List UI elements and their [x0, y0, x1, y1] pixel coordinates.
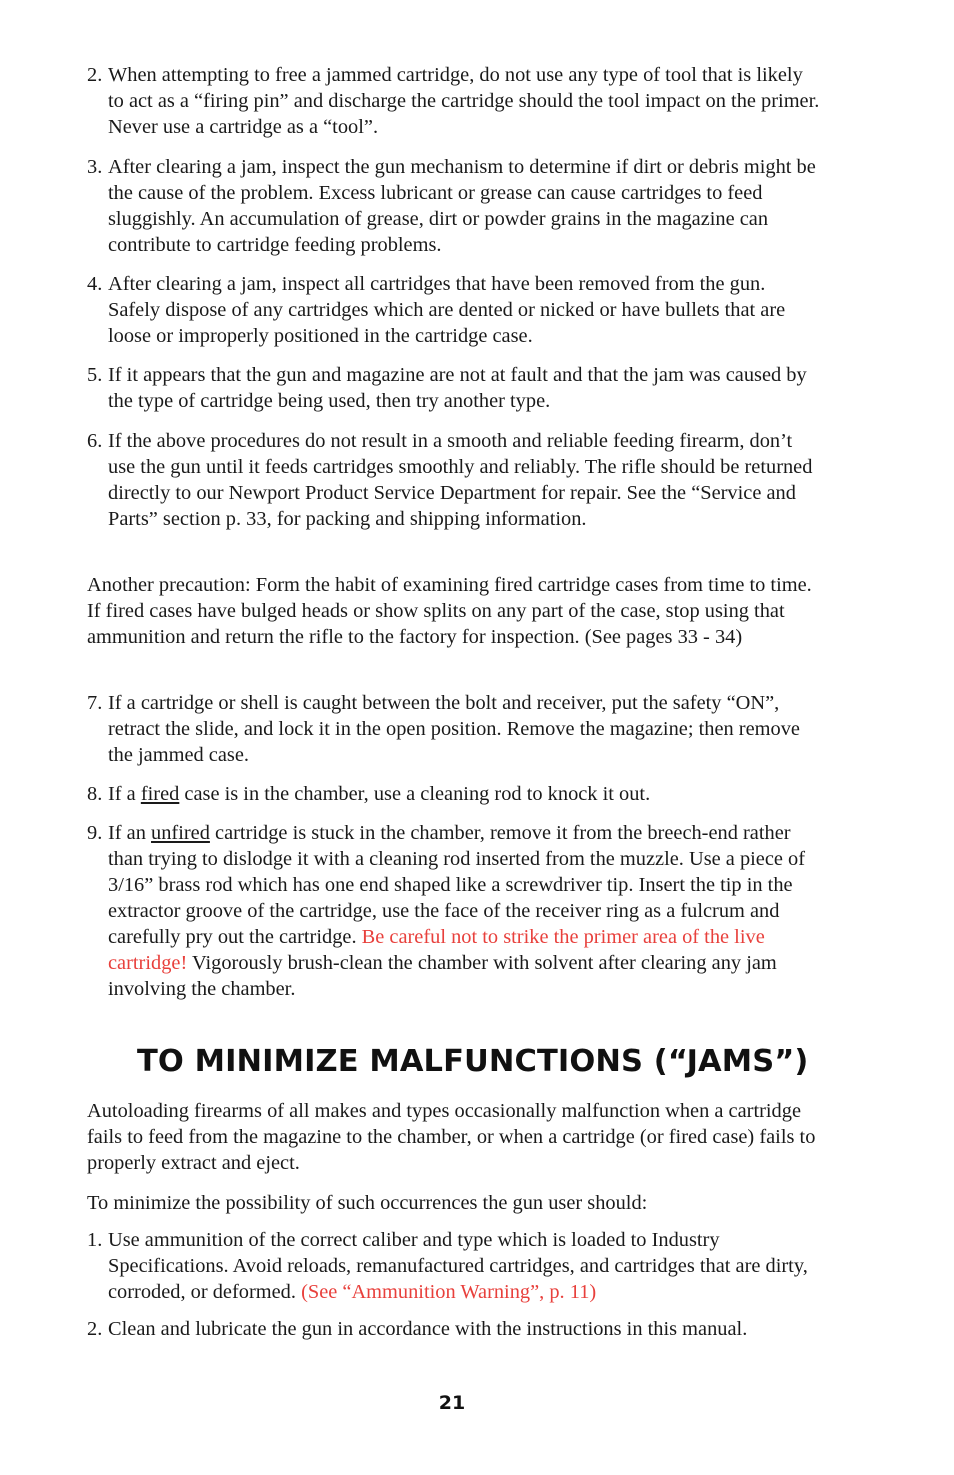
min-list-item-2 — [87, 1316, 822, 1342]
text-run: If a — [108, 783, 141, 805]
text-run: Vigorously brush-clean the chamber with solvent after clearing any jam involving the chamber. — [108, 952, 777, 1000]
list-item-5 — [87, 362, 822, 414]
item-text: When attempting to free a jammed cartridge, do not use any type of tool that is likely to act as a “firing pin” and discharge the cartridge should the tool impact on the primer. Never use a cartridge as a “tool”. — [108, 64, 820, 138]
item-text: After clearing a jam, inspect the gun mechanism to determine if dirt or debris might be the cause of the problem. Excess lubricant or grease can cause cartridges to feed sluggishly. An accumulation of grease, dirt or powder grains in the magazine can contribute to cartridge feeding problems. — [108, 156, 816, 256]
text-run: cartridge is stuck in the chamber, remove it from the breech-end rather than trying to dislodge it with a cleaning rod inserted from the muzzle. Use a piece of 3/16” brass rod which has one end shaped like a screwdriver tip. Insert the tip in the extractor groove of the cartridge, use the face of the receiver ring as a fulcrum and carefully pry out the cartridge. — [108, 822, 806, 948]
item-text: If the above procedures do not result in a smooth and reliable feeding firearm, don’t use the gun until it feeds cartridges smoothly and reliably. The rifle should be returned directly to our Newport Product Service Department for repair. See the “Service and Parts” section p. 33, for packing and shipping information. — [108, 430, 813, 530]
item-number: 2. — [87, 64, 103, 86]
list-item-3 — [87, 154, 822, 258]
item-number: 5. — [87, 364, 103, 386]
list-item-8 — [87, 781, 822, 807]
item-number: 2. — [87, 1318, 103, 1340]
item-number: 7. — [87, 692, 103, 714]
item-number: 4. — [87, 273, 103, 295]
section-heading: TO MINIMIZE MALFUNCTIONS (“JAMS”) — [137, 1044, 809, 1079]
ammunition-warning-reference: (See “Ammunition Warning”, p. 11) — [301, 1281, 597, 1303]
list-item-2 — [87, 62, 822, 140]
intro-paragraph: Autoloading firearms of all makes and types occasionally malfunction when a cartridge fails to feed from the magazine to the chamber, or when a cartridge (or fired case) fails to properly extract and eject. — [87, 1100, 816, 1174]
precaution-paragraph: Another precaution: Form the habit of examining fired cartridge cases from time to time. If fired cases have bulged heads or show splits on any part of the case, stop using that ammunition and return the rifle to the factory for inspection. (See pages 33 - 34) — [87, 574, 812, 648]
list-item-9 — [87, 820, 822, 1002]
underlined-word-unfired: unfired — [151, 822, 210, 844]
item-number: 3. — [87, 156, 103, 178]
item-text: If it appears that the gun and magazine are not at fault and that the jam was caused by the type of cartridge being used, then try another type. — [108, 364, 807, 412]
list-item-6 — [87, 428, 822, 532]
underlined-word-fired: fired — [140, 783, 180, 805]
lead-paragraph: To minimize the possibility of such occurrences the gun user should: — [87, 1192, 648, 1214]
item-text — [108, 820, 822, 1002]
item-text — [108, 781, 822, 807]
min-list-item-1 — [87, 1227, 822, 1305]
text-run: Use ammunition of the correct caliber and type which is loaded to Industry Specifications. Avoid reloads, remanufactured cartridges, and cartridges that are dirty, corroded, or deformed. — [108, 1229, 808, 1303]
list-item-7 — [87, 690, 822, 768]
list-item-4 — [87, 271, 822, 349]
item-text: After clearing a jam, inspect all cartridges that have been removed from the gun. Safely dispose of any cartridges which are dented or nicked or have bullets that are loose or improperly positioned in the cartridge case. — [108, 273, 786, 347]
item-number: 9. — [87, 822, 103, 844]
item-number: 1. — [87, 1229, 103, 1251]
item-text: Clean and lubricate the gun in accordance with the instructions in this manual. — [108, 1318, 748, 1340]
item-number: 8. — [87, 783, 103, 805]
text-run: If an — [108, 822, 152, 844]
item-text — [108, 1227, 822, 1305]
warning-text: Be careful not to strike the primer area of the live cartridge! — [108, 926, 765, 974]
text-run: case is in the chamber, use a cleaning rod to knock it out. — [179, 783, 651, 805]
page-number: 21 — [438, 1392, 466, 1414]
item-number: 6. — [87, 430, 103, 452]
item-text: If a cartridge or shell is caught between the bolt and receiver, put the safety “ON”, retract the slide, and lock it in the open position. Remove the magazine; then remove the jammed case. — [108, 692, 800, 766]
